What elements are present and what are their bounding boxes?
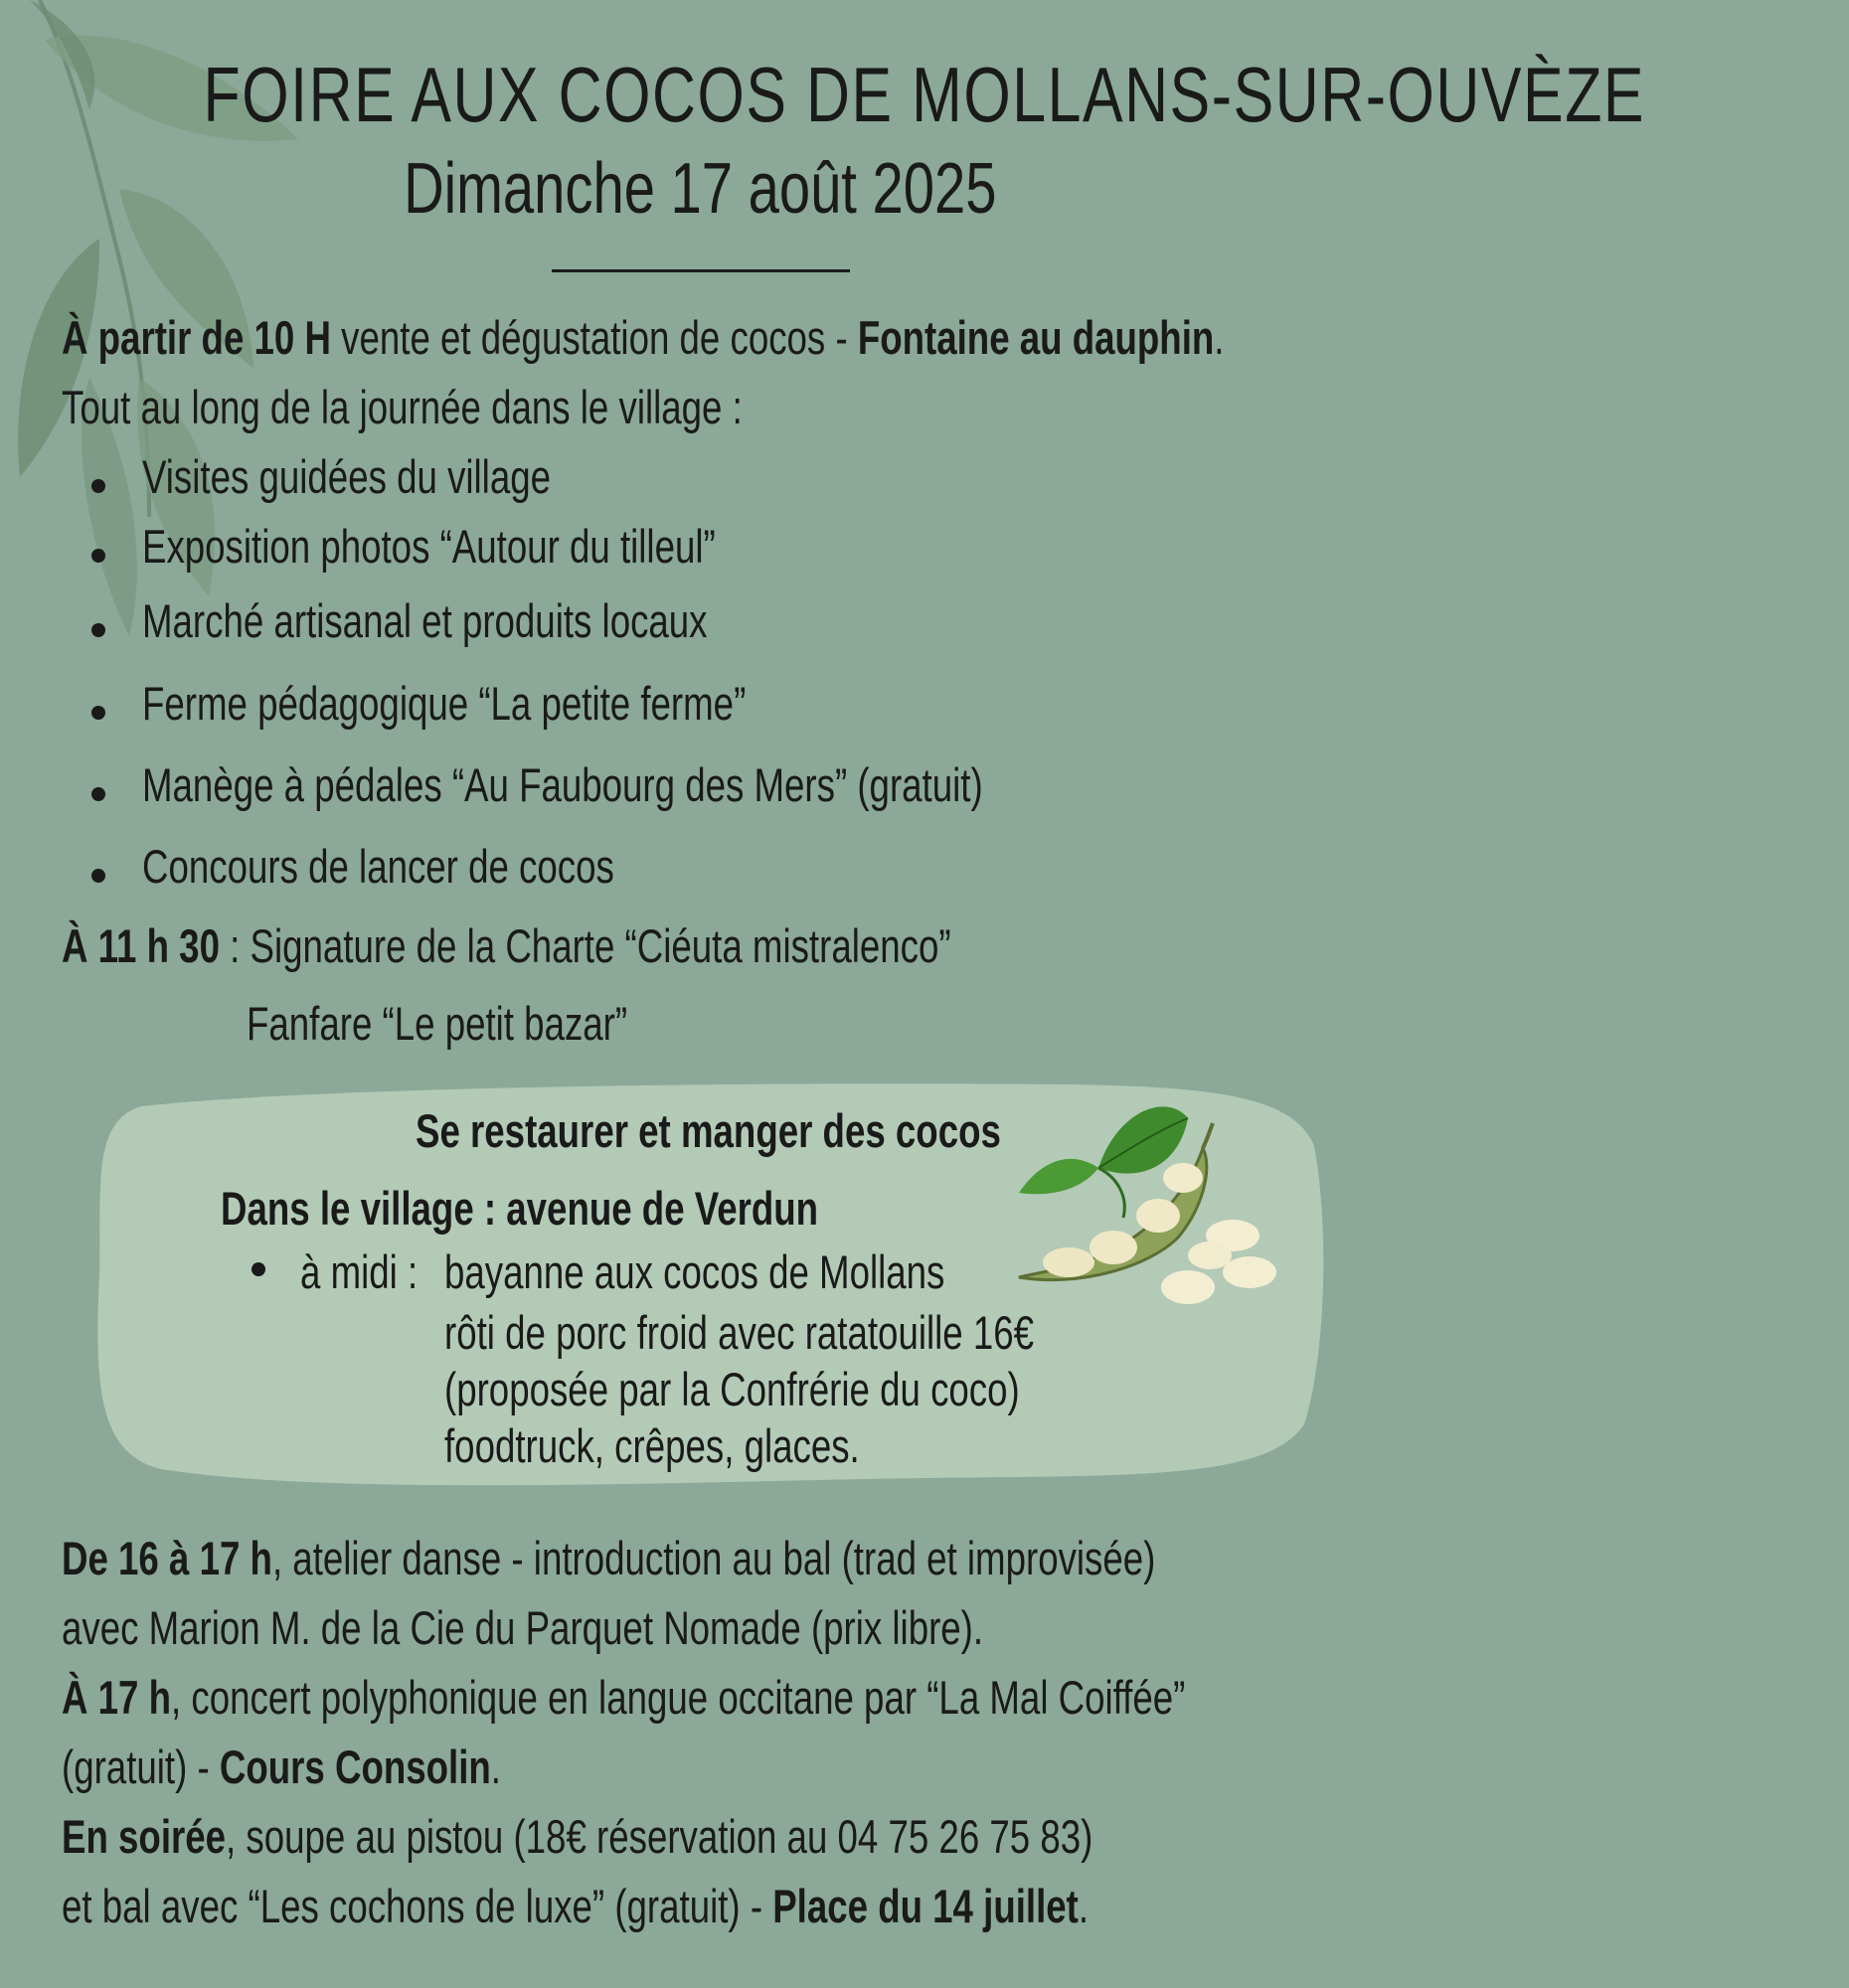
list-item: Ferme pédagogique “La petite ferme” <box>142 677 747 730</box>
dance-line: De 16 à 17 h, atelier danse - introduction au bal (trad et improvisée) <box>62 1532 1156 1584</box>
event-date: Dimanche 17 août 2025 <box>404 149 997 229</box>
evening-line: En soirée, soupe au pistou (18€ réservation au 04 75 26 75 83) <box>62 1810 1093 1863</box>
food-item: (proposée par la Confrérie du coco) <box>444 1363 1020 1415</box>
concert-line: À 17 h, concert polyphonique en langue occitane par “La Mal Coiffée” <box>62 1671 1186 1724</box>
list-item: Exposition photos “Autour du tilleul” <box>142 520 716 573</box>
food-item: bayanne aux cocos de Mollans <box>444 1245 945 1298</box>
list-item: Visites guidées du village <box>142 450 551 503</box>
fanfare-line: Fanfare “Le petit bazar” <box>247 997 628 1050</box>
food-heading: Se restaurer et manger des cocos <box>416 1104 1001 1157</box>
bullet-icon <box>91 549 105 563</box>
bullet-icon <box>252 1262 265 1276</box>
concert-line-2: (gratuit) - Cours Consolin. <box>62 1740 501 1793</box>
intro-line: À partir de 10 H vente et dégustation de cocos - Fontaine au dauphin. <box>62 311 1225 364</box>
food-item: foodtruck, crêpes, glaces. <box>444 1419 860 1472</box>
divider <box>552 269 850 272</box>
list-item: Concours de lancer de cocos <box>142 840 614 893</box>
list-item: Marché artisanal et produits locaux <box>142 594 708 647</box>
allday-line: Tout au long de la journée dans le village : <box>62 381 743 433</box>
event-title: FOIRE AUX COCOS DE MOLLANS-SUR-OUVÈZE <box>203 51 1646 138</box>
food-label: à midi : <box>300 1245 419 1298</box>
bullet-icon <box>91 623 105 637</box>
list-item: Manège à pédales “Au Faubourg des Mers” (gratuit) <box>142 758 983 811</box>
evening-line-2: et bal avec “Les cochons de luxe” (gratuit) - Place du 14 juillet. <box>62 1880 1090 1932</box>
dance-line-2: avec Marion M. de la Cie du Parquet Nomade (prix libre). <box>62 1601 984 1654</box>
bullet-icon <box>91 869 105 883</box>
food-location: Dans le village : avenue de Verdun <box>221 1182 819 1235</box>
bullet-icon <box>91 706 105 720</box>
food-item: rôti de porc froid avec ratatouille 16€ <box>444 1306 1035 1359</box>
bullet-icon <box>91 479 105 493</box>
midday-line: À 11 h 30 : Signature de la Charte “Ciéuta mistralenco” <box>62 919 951 972</box>
bullet-icon <box>91 787 105 801</box>
